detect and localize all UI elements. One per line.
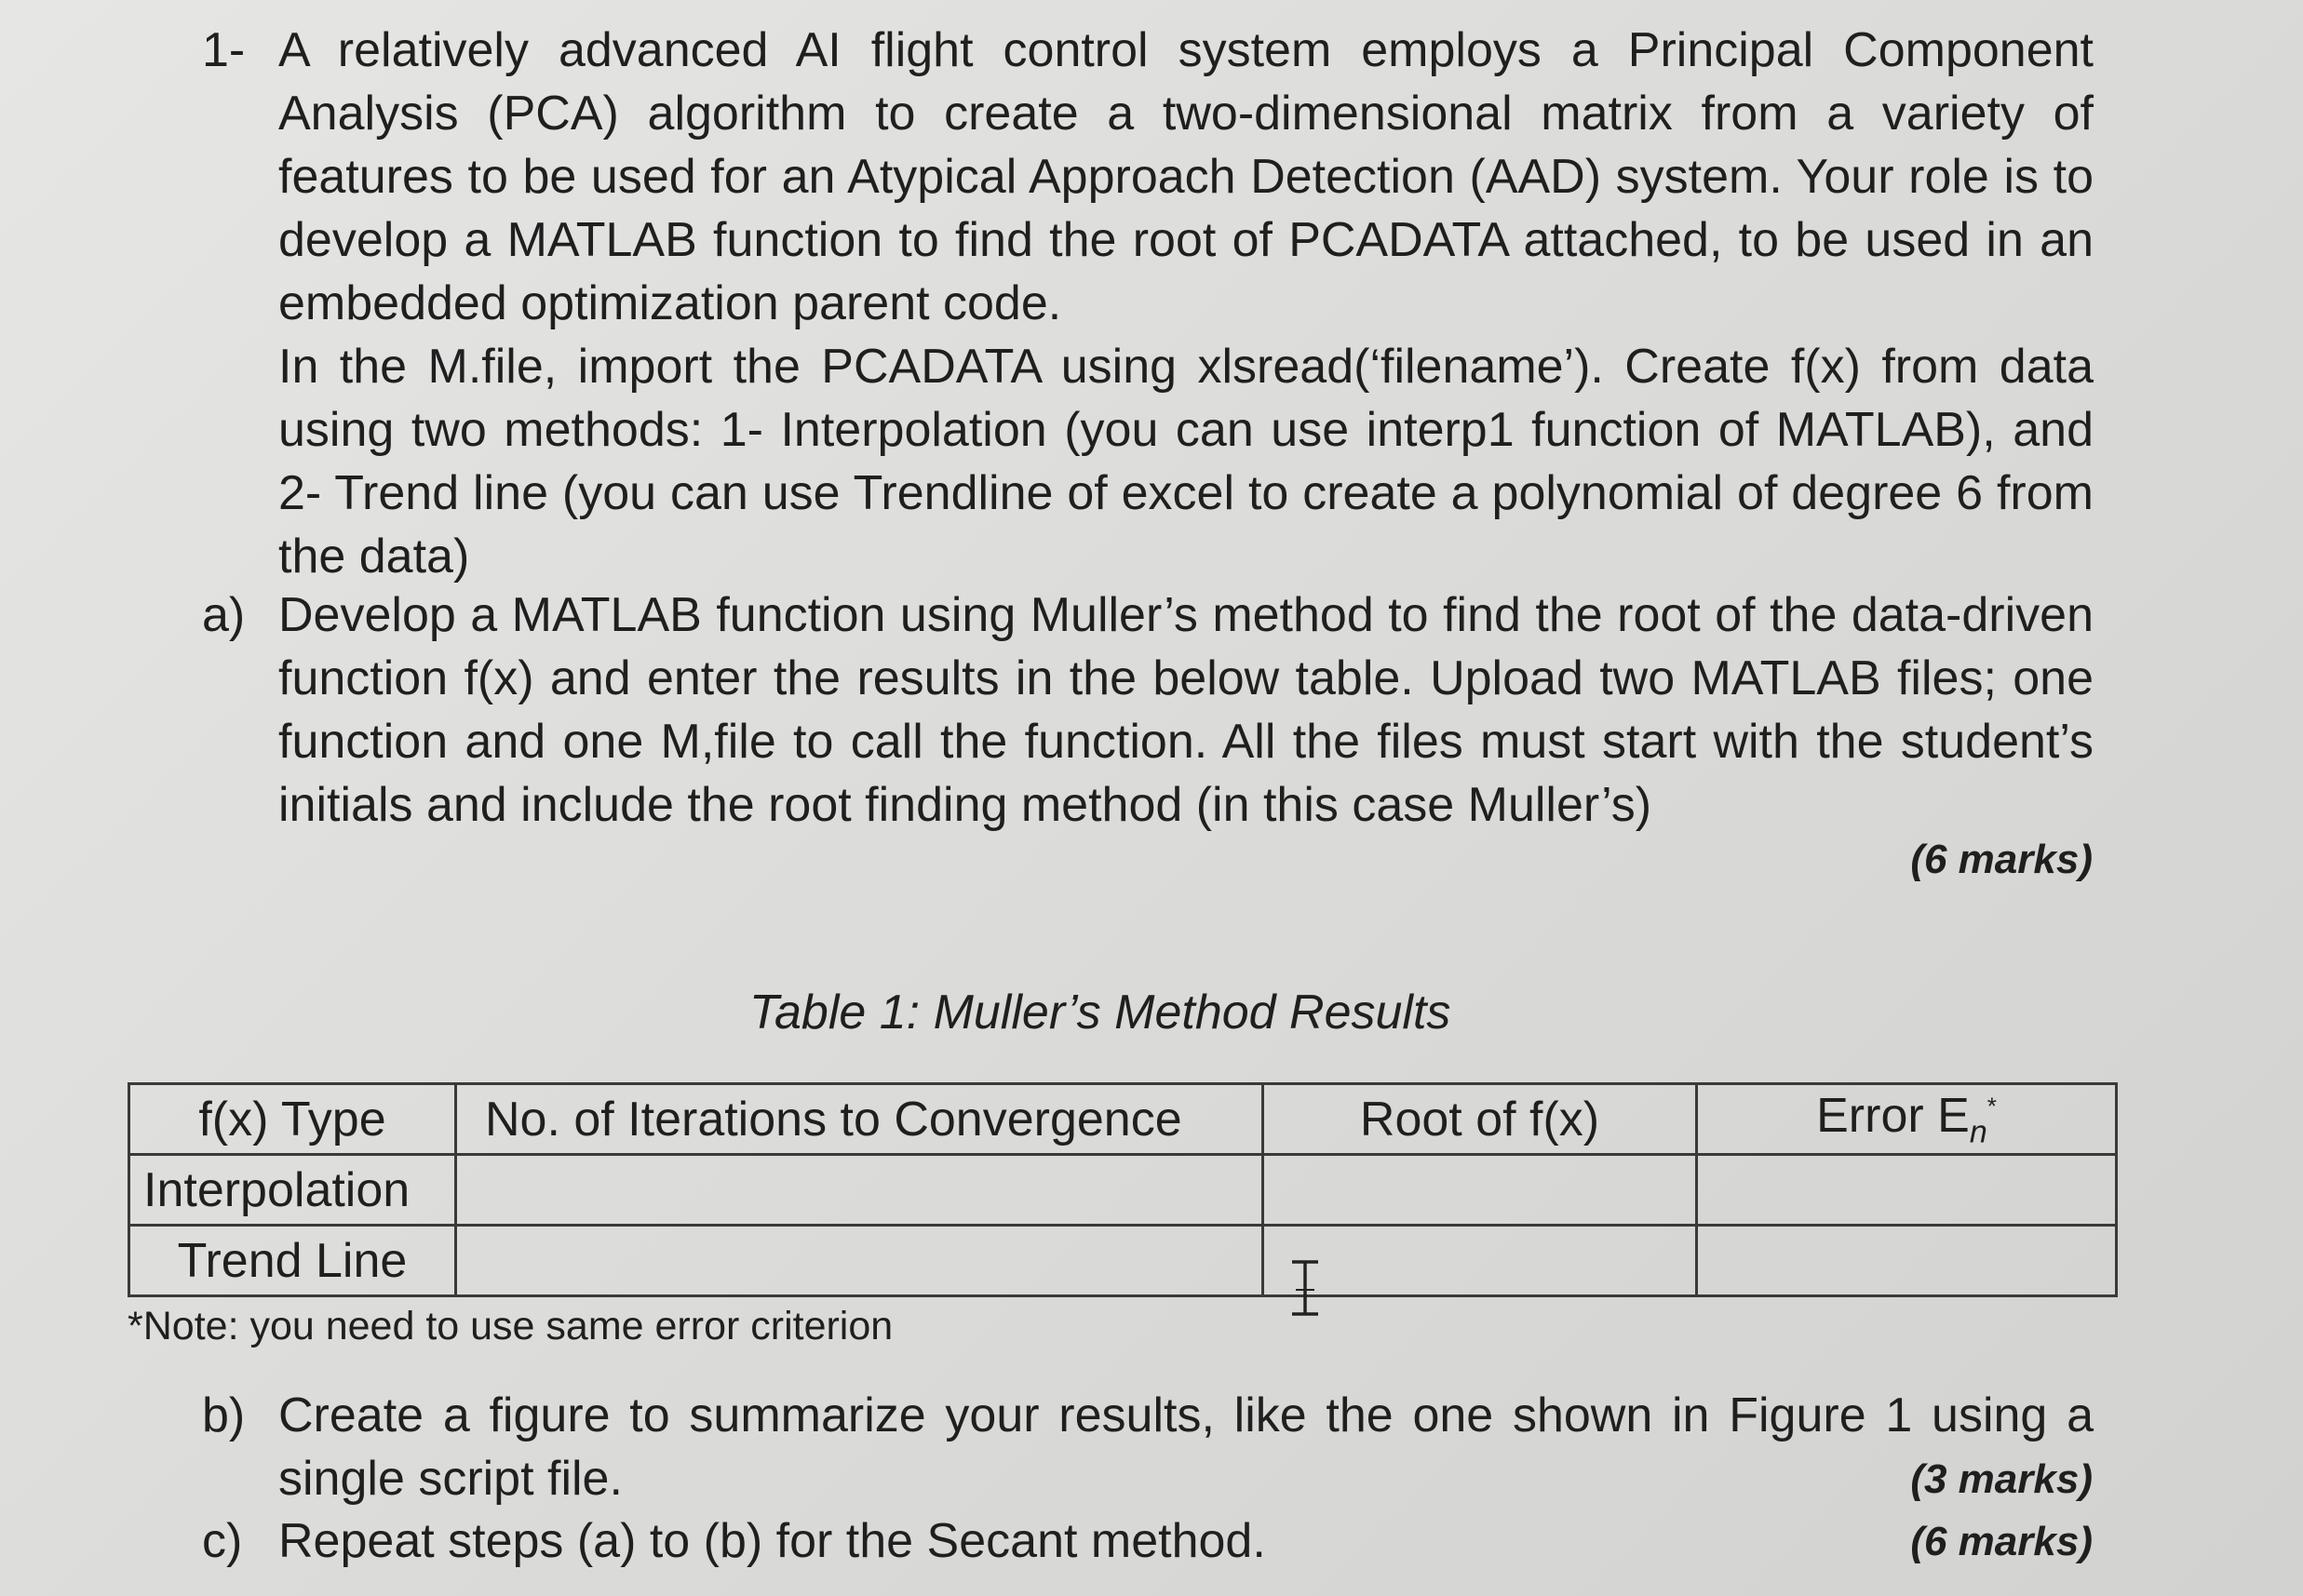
part-c-text: Repeat steps (a) to (b) for the Secant method. (278, 1514, 1266, 1568)
header-error-superscript: * (1987, 1092, 1997, 1120)
header-error (1697, 1084, 2117, 1155)
row-trendline-error[interactable] (1697, 1226, 2117, 1296)
part-c-marks: (6 marks) (1910, 1519, 2093, 1564)
table-caption: Table 1: Muller’s Method Results (749, 986, 1451, 1039)
table-row (129, 1155, 2117, 1226)
row-interpolation-error[interactable] (1697, 1155, 2117, 1226)
header-fx-type: f(x) Type (129, 1084, 456, 1155)
question-number: 1- (202, 23, 246, 77)
text-cursor-icon (1286, 1258, 1324, 1318)
part-b-label: b) (202, 1388, 246, 1442)
part-c-label: c) (202, 1514, 243, 1568)
header-error-label: Error E (1816, 1088, 1970, 1143)
header-error-subscript: n (1969, 1114, 1987, 1150)
row-trendline-type: Trend Line (129, 1226, 456, 1296)
row-trendline-root[interactable] (1263, 1226, 1697, 1296)
row-trendline-iterations[interactable] (456, 1226, 1263, 1296)
question-intro: A relatively advanced AI flight control system employs a Principal Component Analysis (PCA) algorithm to create a two-dimensional matrix from a variety of features to be used for an Atypical Approach Detection (AAD) system. Your role is to develop a MATLAB function to find the root of PCADATA attached, to be used in an embedded optimization parent code. (278, 23, 2094, 330)
part-a-text: Develop a MATLAB function using Muller’s method to find the root of the data-driven function f(x) and enter the results in the below table. Upload two MATLAB files; one function and one M,file to call the function. All the files must start with the student’s initials and include the root finding method (in this case Muller’s) (278, 588, 2094, 832)
row-interpolation-type: Interpolation (129, 1155, 456, 1226)
row-interpolation-root[interactable] (1263, 1155, 1697, 1226)
question-instructions: In the M.file, import the PCADATA using xlsread(‘filename’). Create f(x) from data using two methods: 1- Interpolation (you can use interp1 function of MATLAB), and 2- Trend line (you can use Trendline of excel to create a polynomial of degree 6 from the data) (278, 340, 2094, 583)
table-header-row (129, 1084, 2117, 1155)
table-row (129, 1226, 2117, 1296)
row-interpolation-iterations[interactable] (456, 1155, 1263, 1226)
results-table (128, 1082, 2118, 1297)
header-root: Root of f(x) (1263, 1084, 1697, 1155)
table-note: *Note: you need to use same error criterion (128, 1304, 894, 1348)
part-b-marks: (3 marks) (1910, 1456, 2093, 1502)
part-a-label: a) (202, 588, 246, 642)
part-a-marks: (6 marks) (1910, 837, 2093, 882)
part-b-text: Create a figure to summarize your results, like the one shown in Figure 1 using a single script file. (278, 1388, 2094, 1506)
header-iterations: No. of Iterations to Convergence (456, 1084, 1263, 1155)
